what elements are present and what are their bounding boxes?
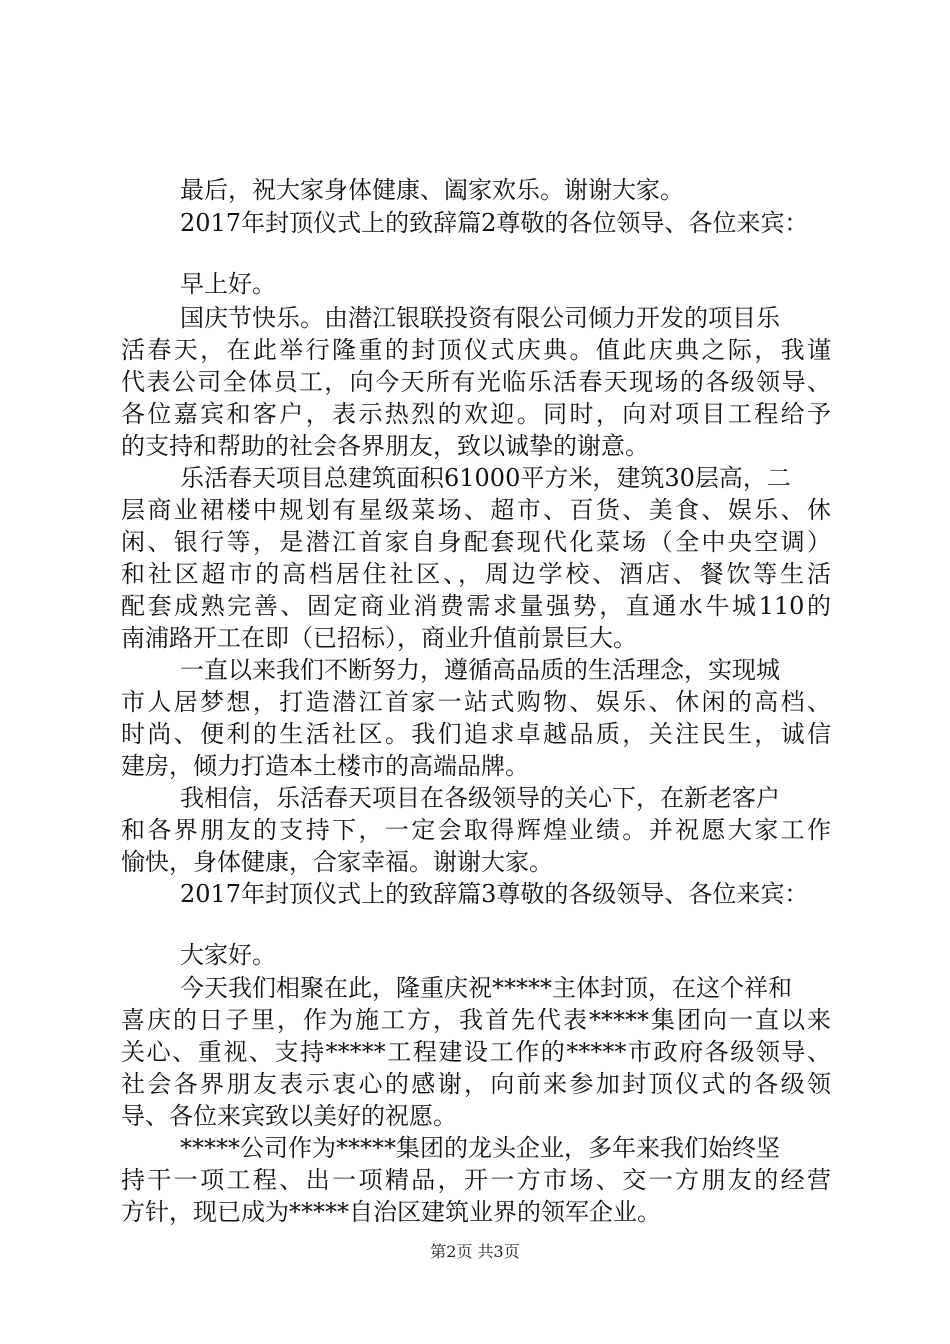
paragraph-line: 一直以来我们不断努力，遵循高品质的生活理念，实现城 (180, 656, 780, 684)
paragraph-closing: 最后，祝大家身体健康、阖家欢乐。谢谢大家。 (180, 176, 684, 204)
paragraph-line: 层商业裙楼中规划有星级菜场、超市、百货、美食、娱乐、休 (121, 496, 831, 524)
paragraph-line: 乐活春天项目总建筑面积61000平方米，建筑30层高，二 (180, 464, 791, 492)
paragraph-line: 和各界朋友的支持下，一定会取得辉煌业绩。并祝愿大家工作 (121, 816, 831, 844)
speech-3-greeting: 大家好。 (180, 941, 276, 969)
paragraph-line: 持干一项工程、出一项精品，开一方市场、交一方朋友的经营 (121, 1166, 831, 1194)
page-footer: 第2页 共3页 (430, 1242, 520, 1261)
paragraph-line: 建房，倾力打造本土楼市的高端品牌。 (121, 752, 529, 780)
paragraph-line: 关心、重视、支持*****工程建设工作的*****市政府各级领导、 (121, 1038, 831, 1066)
paragraph-line: 时尚、便利的生活社区。我们追求卓越品质，关注民生，诚信 (121, 720, 831, 748)
paragraph-line: 配套成熟完善、固定商业消费需求量强势，直通水牛城110的 (121, 592, 831, 620)
paragraph-line: 市人居梦想，打造潜江首家一站式购物、娱乐、休闲的高档、 (121, 688, 831, 716)
paragraph-line: 代表公司全体员工，向今天所有光临乐活春天现场的各级领导、 (121, 368, 831, 396)
paragraph-line: 的支持和帮助的社会各界朋友，致以诚挚的谢意。 (121, 432, 649, 460)
paragraph-line: 愉快，身体健康，合家幸福。谢谢大家。 (121, 848, 553, 876)
speech-2-greeting: 早上好。 (180, 270, 276, 298)
paragraph-line: 闲、银行等，是潜江首家自身配套现代化菜场（全中央空调） (121, 528, 831, 556)
paragraph-line: 今天我们相聚在此，隆重庆祝*****主体封顶，在这个祥和 (180, 974, 792, 1002)
paragraph-line: 导、各位来宾致以美好的祝愿。 (121, 1102, 457, 1130)
paragraph-line: 和社区超市的高档居住社区、，周边学校、酒店、餐饮等生活 (121, 560, 831, 588)
paragraph-line: 社会各界朋友表示衷心的感谢，向前来参加封顶仪式的各级领 (121, 1070, 831, 1098)
paragraph-line: 各位嘉宾和客户，表示热烈的欢迎。同时，向对项目工程给予 (121, 400, 831, 428)
paragraph-line: 南浦路开工在即（已招标），商业升值前景巨大。 (121, 624, 637, 652)
paragraph-line: 我相信，乐活春天项目在各级领导的关心下，在新老客户 (180, 784, 780, 812)
paragraph-line: 国庆节快乐。由潜江银联投资有限公司倾力开发的项目乐 (180, 304, 780, 332)
paragraph-line: 活春天，在此举行隆重的封顶仪式庆典。值此庆典之际，我谨 (121, 336, 831, 364)
paragraph-line: *****公司作为*****集团的龙头企业，多年来我们始终坚 (180, 1134, 780, 1162)
speech-3-heading: 2017年封顶仪式上的致辞篇3尊敬的各级领导、各位来宾： (180, 880, 809, 908)
speech-2-heading: 2017年封顶仪式上的致辞篇2尊敬的各位领导、各位来宾： (180, 209, 809, 237)
paragraph-line: 方针，现已成为*****自治区建筑业界的领军企业。 (121, 1198, 661, 1226)
paragraph-line: 喜庆的日子里，作为施工方，我首先代表*****集团向一直以来 (121, 1006, 831, 1034)
